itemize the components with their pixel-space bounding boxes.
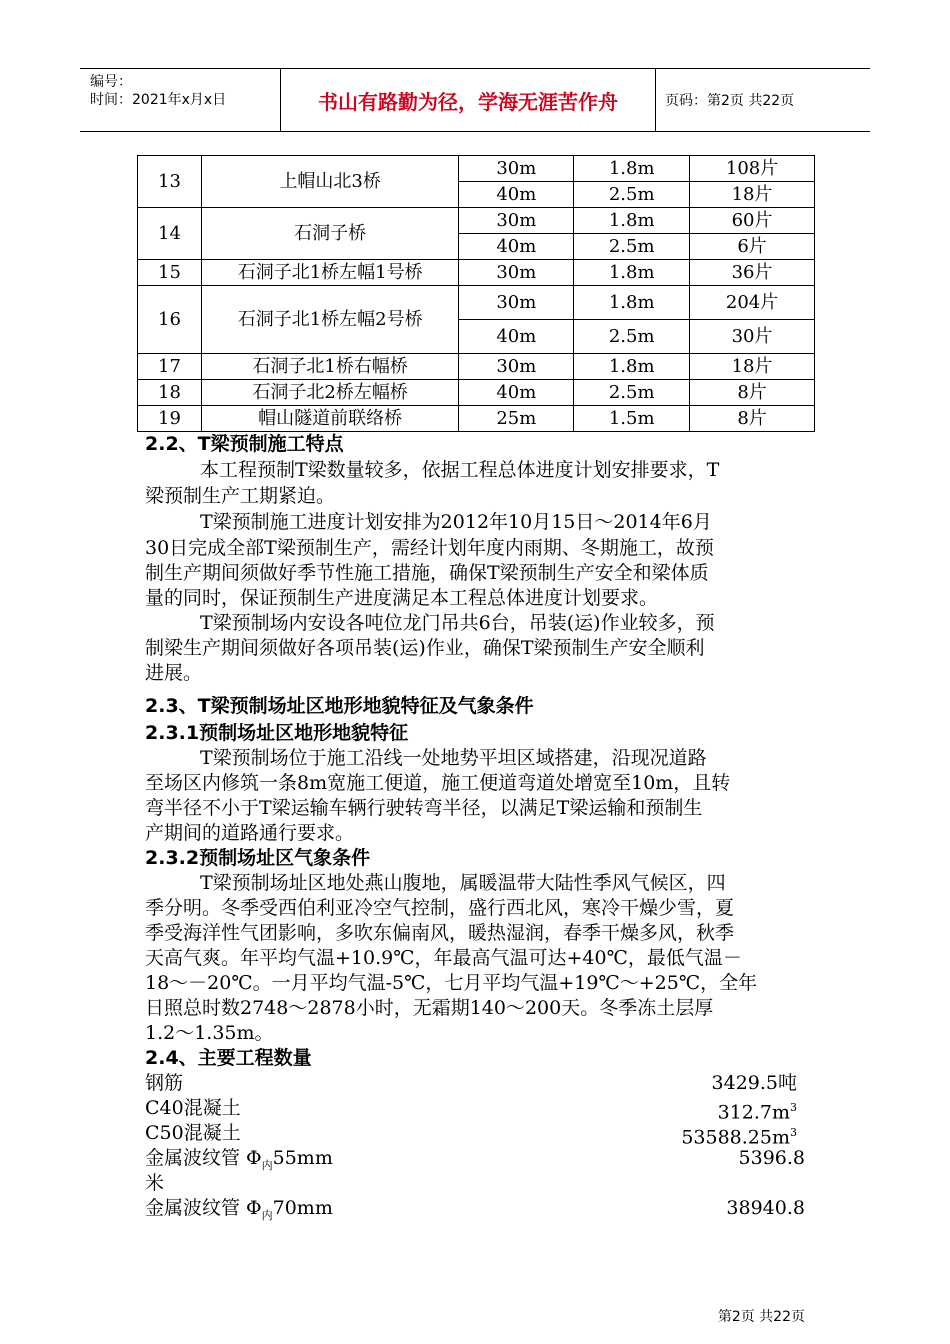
beam-count: 6片 (690, 234, 815, 260)
header-meta (80, 69, 280, 131)
span-length: 30m (459, 156, 574, 182)
span-length: 30m (459, 208, 574, 234)
paragraph-line: 弯半径不小于T梁运输车辆行驶转弯半径，以满足T梁运输和预制生 (145, 797, 703, 819)
header-motto: 书山有路勤为径，学海无涯苦作舟 (280, 69, 656, 131)
beam-height: 1.8m (574, 208, 690, 234)
table-row (138, 406, 815, 432)
table-row (138, 208, 815, 234)
paragraph-line: T梁预制场内安设各吨位龙门吊共6台，吊装(运)作业较多，预 (200, 612, 715, 634)
doc-code-label: 编号： (90, 74, 132, 90)
section-2-3-2-title: 2.3.2预制场址区气象条件 (145, 847, 371, 869)
span-length: 30m (459, 354, 574, 380)
qty-pipe55-label (145, 1146, 333, 1178)
bridge-name: 帽山隧道前联络桥 (201, 406, 459, 432)
bridge-name: 石洞子北1桥右幅桥 (201, 354, 459, 380)
table-row (138, 286, 815, 320)
paragraph-line: 制生产期间须做好季节性施工措施，确保T梁预制生产安全和梁体质 (145, 562, 709, 584)
row-number: 13 (138, 156, 202, 208)
paragraph-line: 至场区内修筑一条8m宽施工便道，施工便道弯道处增宽至10m，且转 (145, 772, 731, 794)
qty-c40-number: 312.7m (717, 1101, 790, 1124)
paragraph-line: 日照总时数2748～2878小时，无霜期140～200天。冬季冻土层厚 (145, 997, 714, 1019)
paragraph-line: 天高气爽。年平均气温+10.9℃，年最高气温可达+40℃，最低气温－ (145, 947, 742, 969)
paragraph-line: 梁预制生产工期紧迫。 (145, 485, 336, 507)
row-number: 18 (138, 380, 202, 406)
span-length: 25m (459, 406, 574, 432)
page-footer: 第2页 共22页 (717, 1309, 805, 1325)
page-header (80, 68, 870, 132)
beam-count: 30片 (690, 320, 815, 354)
paragraph-line: 18～－20℃。一月平均气温-5℃，七月平均气温+19℃～+25℃，全年 (145, 972, 758, 994)
bridge-name: 石洞子北1桥左幅1号桥 (201, 260, 459, 286)
qty-pipe55-value: 5396.8 (738, 1147, 805, 1169)
beam-count: 18片 (690, 354, 815, 380)
beam-count: 60片 (690, 208, 815, 234)
table-row (138, 156, 815, 182)
beam-height: 2.5m (574, 234, 690, 260)
paragraph-line: 30日完成全部T梁预制生产，需经计划年度内雨期、冬期施工，故预 (145, 537, 714, 559)
beam-height: 1.8m (574, 286, 690, 320)
span-length: 40m (459, 234, 574, 260)
pipe-label-text: 金属波纹管 Φ (145, 1147, 262, 1169)
beam-height: 2.5m (574, 380, 690, 406)
beam-count: 8片 (690, 406, 815, 432)
paragraph-line: 进展。 (145, 662, 203, 684)
span-length: 40m (459, 380, 574, 406)
unit-superscript: 3 (790, 1126, 797, 1139)
section-2-3-1-title: 2.3.1预制场址区地形地貌特征 (145, 722, 409, 744)
bridge-name: 石洞子北1桥左幅2号桥 (201, 286, 459, 354)
doc-date: 时间：2021年x月x日 (90, 92, 227, 108)
beam-count: 108片 (690, 156, 815, 182)
pipe-subscript: 内 (261, 1158, 273, 1172)
paragraph-line: T梁预制场址区地处燕山腹地，属暖温带大陆性季风气候区，四 (200, 872, 726, 894)
bridge-name: 石洞子北2桥左幅桥 (201, 380, 459, 406)
unit-superscript: 3 (790, 1101, 797, 1114)
qty-c40-label: C40混凝土 (145, 1097, 241, 1119)
span-length: 30m (459, 260, 574, 286)
qty-pipe55-unit: 米 (145, 1172, 165, 1194)
table-row (138, 354, 815, 380)
paragraph-line: 1.2～1.35m。 (145, 1022, 274, 1044)
beam-height: 1.8m (574, 260, 690, 286)
row-number: 17 (138, 354, 202, 380)
section-2-4-title: 2.4、主要工程数量 (145, 1047, 312, 1069)
beam-height: 2.5m (574, 182, 690, 208)
qty-pipe70-value: 38940.8 (726, 1197, 805, 1219)
beam-height: 1.5m (574, 406, 690, 432)
paragraph-line: T梁预制施工进度计划安排为2012年10月15日～2014年6月 (200, 511, 712, 533)
section-2-3-title: 2.3、T梁预制场址区地形地貌特征及气象条件 (145, 695, 534, 717)
paragraph-line: T梁预制场位于施工沿线一处地势平坦区域搭建，沿现况道路 (200, 747, 707, 769)
bridge-name: 石洞子桥 (201, 208, 459, 260)
beam-count: 8片 (690, 380, 815, 406)
beam-count: 36片 (690, 260, 815, 286)
qty-steel-value: 3429.5吨 (711, 1072, 797, 1094)
pipe-size: 70mm (272, 1197, 333, 1219)
paragraph-line: 产期间的道路通行要求。 (145, 822, 355, 844)
row-number: 19 (138, 406, 202, 432)
pipe-label-text: 金属波纹管 Φ (145, 1197, 262, 1219)
beam-count: 204片 (690, 286, 815, 320)
table-row (138, 260, 815, 286)
span-length: 40m (459, 182, 574, 208)
qty-c50-number: 53588.25m (681, 1126, 790, 1149)
row-number: 16 (138, 286, 202, 354)
pipe-size: 55mm (272, 1147, 333, 1169)
header-page-info: 页码：第2页 共22页 (665, 93, 795, 109)
paragraph-line: 季受海洋性气团影响，多吹东偏南风，暖热湿润，春季干燥多风，秋季 (145, 922, 735, 944)
qty-pipe70-label (145, 1196, 333, 1228)
bridge-beam-table (137, 155, 815, 432)
beam-height: 2.5m (574, 320, 690, 354)
paragraph-line: 季分明。冬季受西伯利亚冷空气控制，盛行西北风，寒冷干燥少雪，夏 (145, 897, 735, 919)
beam-height: 1.8m (574, 354, 690, 380)
span-length: 30m (459, 286, 574, 320)
bridge-name: 上帽山北3桥 (201, 156, 459, 208)
row-number: 14 (138, 208, 202, 260)
beam-height: 1.8m (574, 156, 690, 182)
span-length: 40m (459, 320, 574, 354)
paragraph-line: 制梁生产期间须做好各项吊装(运)作业，确保T梁预制生产安全顺利 (145, 637, 705, 659)
qty-steel-label: 钢筋 (145, 1072, 184, 1094)
pipe-subscript: 内 (261, 1208, 273, 1222)
section-2-2-title: 2.2、T梁预制施工特点 (145, 433, 344, 455)
qty-c50-label: C50混凝土 (145, 1122, 241, 1144)
paragraph-line: 本工程预制T梁数量较多，依据工程总体进度计划安排要求，T (200, 459, 720, 481)
paragraph-line: 量的同时，保证预制生产进度满足本工程总体进度计划要求。 (145, 587, 659, 609)
row-number: 15 (138, 260, 202, 286)
beam-count: 18片 (690, 182, 815, 208)
table-row (138, 380, 815, 406)
